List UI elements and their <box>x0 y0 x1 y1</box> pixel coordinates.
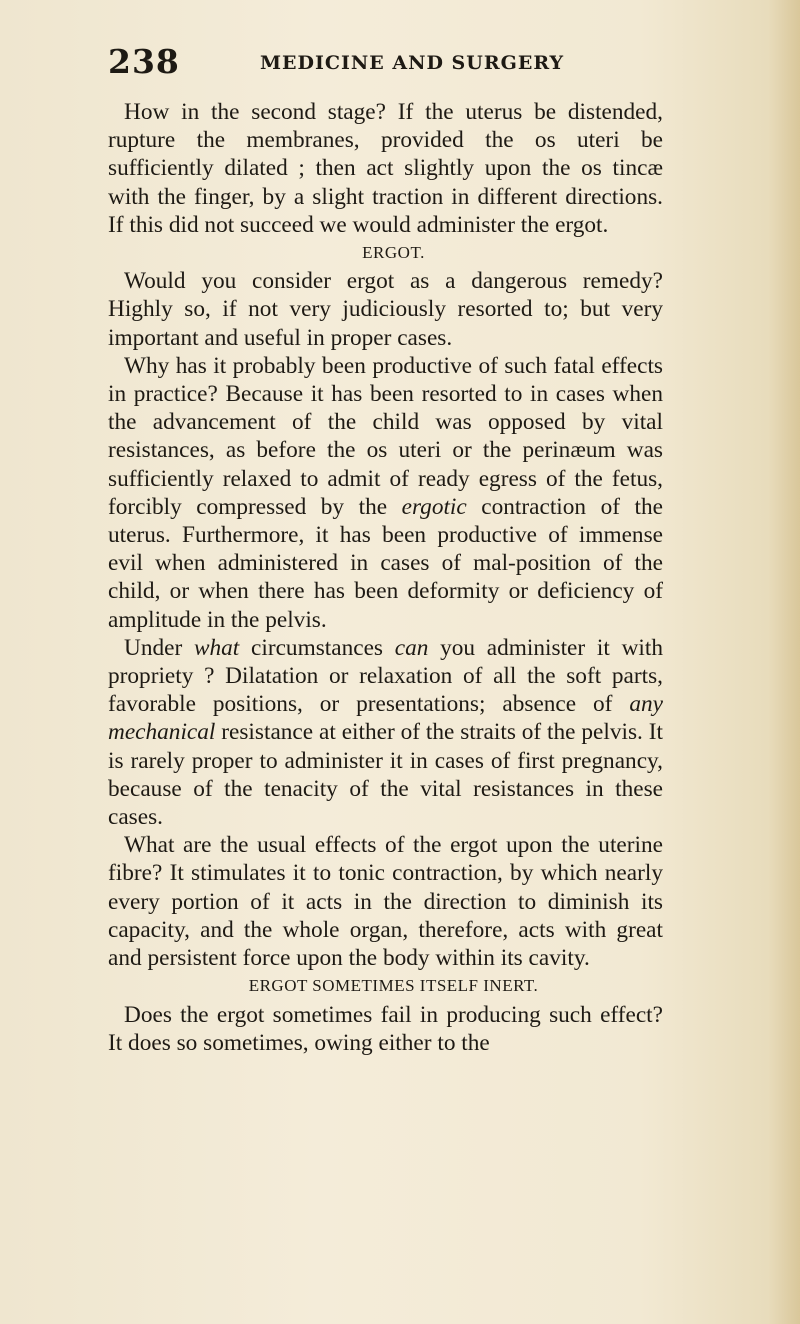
running-head: MEDICINE AND SURGERY <box>260 52 565 74</box>
italic-term: ergotic <box>401 493 467 520</box>
paragraph-text: resistance at either of the straits of the pelvis. It is rarely proper to administer it in cases of first pregnancy, because of the tenacity of the vital resistances in these cases. <box>108 719 663 831</box>
paragraph-text: Why has it probably been productive of such fatal effects in practice? Because it has been resorted to in cases when the advancement of the child was opposed by vital resistances, as before the os uteri or the perinæum was sufficiently relaxed to admit of ready egress of the fetus, forcibly compressed by the <box>108 352 663 520</box>
paragraph: Would you consider ergot as a dangerous remedy? Highly so, if not very judiciously resorted to; but very important and useful in proper cases. <box>108 268 663 351</box>
body-text <box>108 98 663 1057</box>
italic-term: what <box>193 634 240 661</box>
page-number: 238 <box>108 42 180 81</box>
paragraph: How in the second stage? If the uterus be distended, rupture the membranes, provided the os uteri be sufficiently dilated ; then act slightly upon the os tincæ with the finger, by a slight traction in different directions. If this did not succeed we would administer the ergot. <box>108 99 663 238</box>
paragraph: Does the ergot sometimes fail in producing such effect? It does so sometimes, owing either to the <box>108 1001 663 1056</box>
italic-term: any mechanical <box>108 691 663 746</box>
paragraph-text: circumstances <box>239 634 395 661</box>
paragraph-text: Under <box>124 634 194 661</box>
page-header <box>108 42 668 82</box>
paragraph: What are the usual effects of the ergot upon the uterine fibre? It stimulates it to tonic contraction, by which nearly every portion of it acts in the direction to diminish its capacity, and the whole organ, therefore, acts with great and persistent force upon the body within its cavity. <box>108 832 663 972</box>
paragraph <box>108 352 663 634</box>
section-heading: ERGOT. <box>362 243 425 263</box>
italic-term: can <box>394 634 429 661</box>
paragraph-text: contraction of the uterus. Furthermore, it has been productive of immense evil when administered in cases of mal-position of the child, or when there has been deformity or deficiency of amplitude in the pelvis. <box>108 493 664 633</box>
paragraph <box>108 634 663 831</box>
section-heading: ERGOT SOMETIMES ITSELF INERT. <box>248 976 539 996</box>
paragraph-text: you administer it with propriety ? Dilatation or relaxation of all the soft parts, favorable positions, or presentations; absence of <box>108 634 663 718</box>
